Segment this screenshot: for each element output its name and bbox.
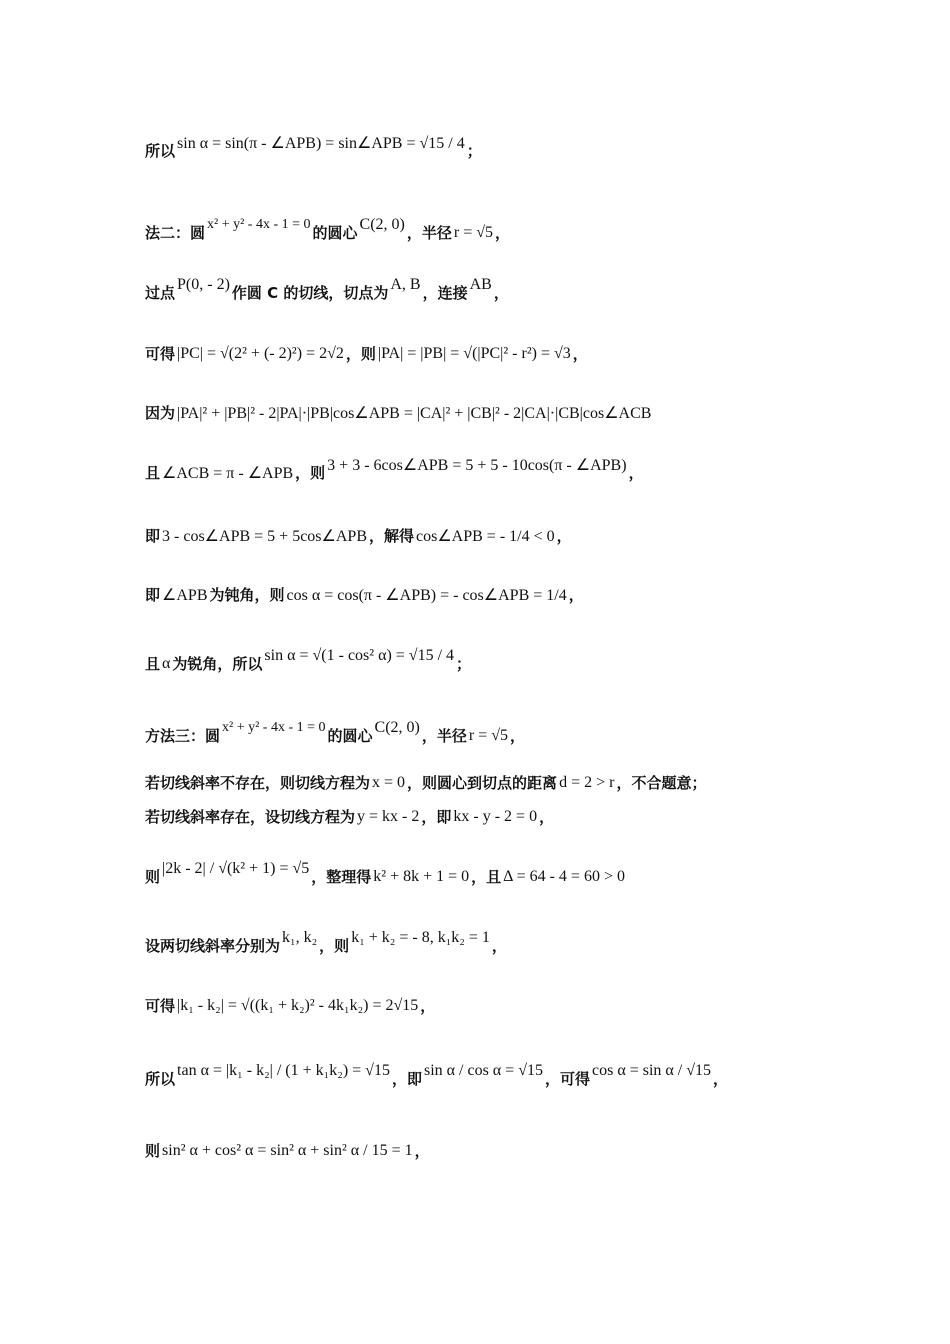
text: 为钝角，则 <box>209 586 285 604</box>
text-line-2 <box>145 215 835 243</box>
text: 可得 <box>145 345 176 363</box>
math-expression: |k₁ - k₂| = √((k₁ + k₂)² - 4k₁k₂) = 2√15 <box>177 996 419 1014</box>
text: ， <box>510 727 526 745</box>
text-line-17 <box>145 1140 835 1161</box>
math-expression: sin α = sin(π - ∠APB) = sin∠APB = √15 / 4 <box>177 134 465 152</box>
math-expression: cos α = sin α / √15 <box>592 1061 712 1079</box>
math-expression: P(0, - 2) <box>177 275 230 293</box>
math-expression: y = kx - 2 <box>357 807 420 825</box>
math-expression: k² + 8k + 1 = 0 <box>373 867 470 885</box>
text: 过点 <box>145 284 176 302</box>
text: ， <box>414 1142 430 1160</box>
text-line-6 <box>145 456 835 483</box>
text-line-5 <box>145 402 835 423</box>
math-expression: cos∠APB = - 1/4 < 0 <box>416 527 555 545</box>
text: 的圆心 <box>327 727 373 745</box>
text: 的圆心 <box>312 224 358 242</box>
text-line-9 <box>145 646 835 674</box>
text-line-8 <box>145 584 835 605</box>
text: ，则 <box>295 464 326 482</box>
math-expression: tan α = |k₁ - k₂| / (1 + k₁k₂) = √15 <box>177 1061 390 1079</box>
text-line-1 <box>145 134 835 161</box>
text: ，则 <box>319 937 350 955</box>
text-line-13 <box>145 859 835 887</box>
text: 作圆 C 的切线，切点为 <box>231 284 389 302</box>
math-expression: Δ = 64 - 4 = 60 > 0 <box>503 867 625 885</box>
text: 即 <box>145 527 161 545</box>
math-expression: α <box>162 654 171 672</box>
text: 即 <box>145 586 161 604</box>
math-expression: C(2, 0) <box>374 718 420 736</box>
math-expression: ∠APB <box>162 586 208 604</box>
math-expression: ∠ACB = π - ∠APB <box>162 464 294 482</box>
text: ，且 <box>471 868 502 886</box>
text: ，则 <box>345 345 376 363</box>
text: ， <box>493 284 509 302</box>
text: ， <box>556 527 572 545</box>
math-expression: sin α = √(1 - cos² α) = √15 / 4 <box>264 646 455 664</box>
text: ，解得 <box>368 527 414 545</box>
text: ， <box>572 345 588 363</box>
text: 所以 <box>145 1070 176 1088</box>
text-line-7 <box>145 525 835 546</box>
text: ； <box>456 655 472 673</box>
text: ， <box>495 224 511 242</box>
math-expression: x = 0 <box>372 773 406 791</box>
math-expression: |PC| = √(2² + (- 2)²) = 2√2 <box>177 344 344 362</box>
math-expression: 3 + 3 - 6cos∠APB = 5 + 5 - 10cos(π - ∠APB) <box>327 456 627 474</box>
text: ， <box>628 464 644 482</box>
text: 可得 <box>145 997 176 1015</box>
math-expression: C(2, 0) <box>359 215 405 233</box>
math-expression: kx - y - 2 = 0 <box>453 807 538 825</box>
math-expression: r = √5 <box>468 726 509 744</box>
math-expression: |PA|² + |PB|² - 2|PA|·|PB|cos∠APB = |CA|² + |CB|² - 2|CA|·|CB|cos∠ACB <box>177 404 652 422</box>
math-expression: |PA| = |PB| = √(|PC|² - r²) = √3 <box>377 344 571 362</box>
text-line-11 <box>145 772 835 793</box>
text: 若切线斜率不存在，则切线方程为 <box>145 774 371 792</box>
text: 法二：圆 <box>145 224 206 242</box>
text: 且 <box>145 655 161 673</box>
text: ，即 <box>421 808 452 826</box>
text: ，半径 <box>406 224 452 242</box>
math-expression: A, B <box>390 275 421 293</box>
text: ， <box>713 1070 729 1088</box>
math-expression: d = 2 > r <box>559 773 615 791</box>
math-expression: sin α / cos α = √15 <box>423 1061 543 1079</box>
text: ，连接 <box>422 284 468 302</box>
text: 方法三：圆 <box>145 727 221 745</box>
text: 且 <box>145 464 161 482</box>
math-expression: sin² α + cos² α = sin² α + sin² α / 15 = 1 <box>162 1141 413 1159</box>
text: 若切线斜率存在，设切线方程为 <box>145 808 356 826</box>
text: ， <box>491 937 507 955</box>
math-expression: |2k - 2| / √(k² + 1) = √5 <box>162 859 310 877</box>
math-expression: r = √5 <box>453 223 494 241</box>
math-expression: AB <box>469 275 492 293</box>
text: 所以 <box>145 142 176 160</box>
math-expression: k₁, k₂ <box>282 928 318 946</box>
math-expression: cos α = cos(π - ∠APB) = - cos∠APB = 1/4 <box>286 586 567 604</box>
text: 因为 <box>145 404 176 422</box>
math-expression: 3 - cos∠APB = 5 + 5cos∠APB <box>162 527 367 545</box>
text-line-12 <box>145 806 835 827</box>
text-line-16 <box>145 1061 835 1089</box>
text: ，则圆心到切点的距离 <box>407 774 558 792</box>
text-line-3 <box>145 275 835 303</box>
math-expression: k₁ + k₂ = - 8, k₁k₂ = 1 <box>351 928 490 946</box>
text-line-15 <box>145 995 835 1016</box>
text: 则 <box>145 1142 161 1160</box>
text-line-10 <box>145 718 835 746</box>
text-line-4 <box>145 343 835 364</box>
text: ，可得 <box>544 1070 590 1088</box>
text: 为锐角，所以 <box>172 655 263 673</box>
text: ； <box>466 142 482 160</box>
math-expression: x² + y² - 4x - 1 = 0 <box>222 719 326 735</box>
text: 设两切线斜率分别为 <box>145 937 281 955</box>
text-line-14 <box>145 928 835 956</box>
math-expression: x² + y² - 4x - 1 = 0 <box>207 216 311 232</box>
text: 则 <box>145 868 161 886</box>
text: ，即 <box>391 1070 422 1088</box>
text: ， <box>420 997 436 1015</box>
text: ，不合题意； <box>616 774 707 792</box>
text: ，半径 <box>421 727 467 745</box>
text: ，整理得 <box>311 868 372 886</box>
text: ， <box>568 586 584 604</box>
text: ， <box>539 808 555 826</box>
